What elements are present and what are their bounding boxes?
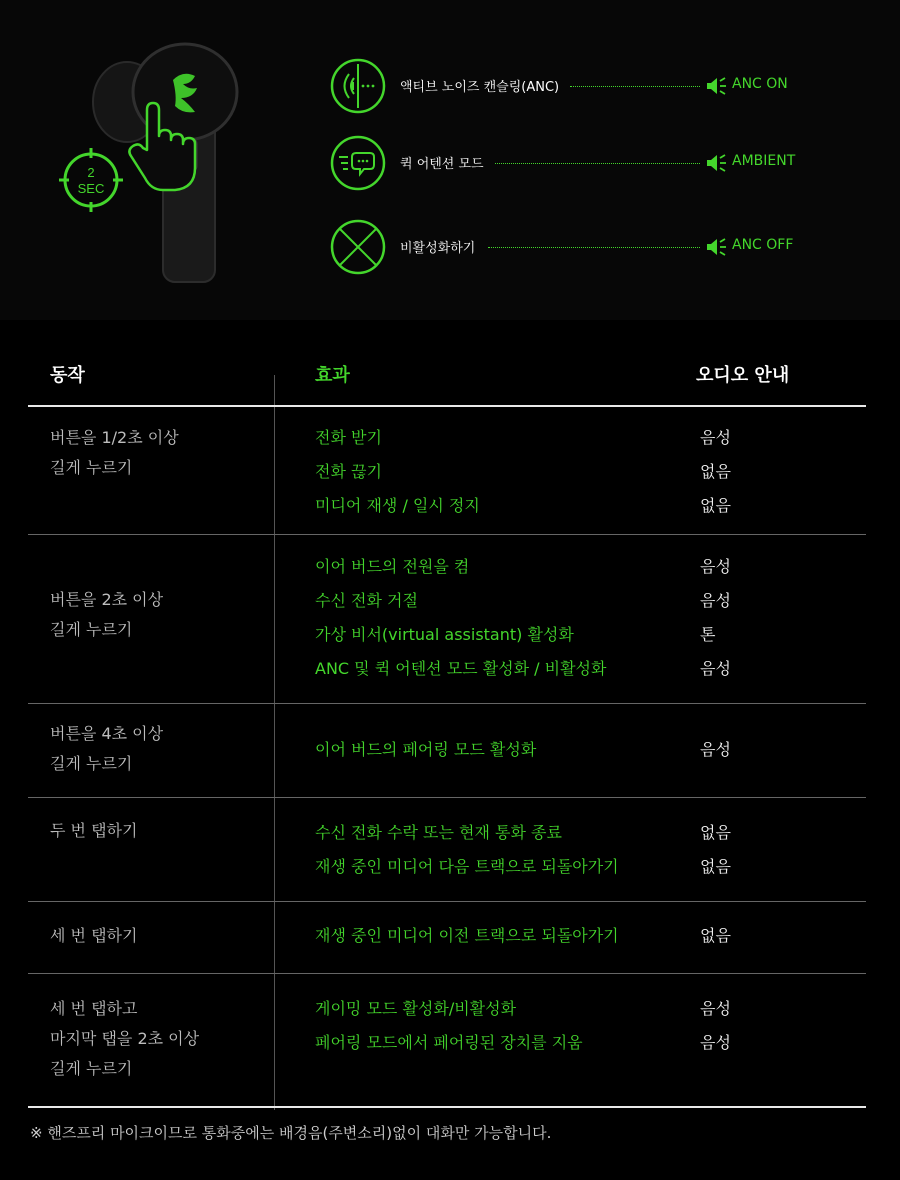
audio-item: 음성 xyxy=(700,428,731,447)
row-effects xyxy=(315,733,536,767)
row-action xyxy=(50,994,199,1084)
audio-item: 없음 xyxy=(700,496,731,515)
effect-item: 재생 중인 미디어 다음 트랙으로 되돌아가기 xyxy=(315,857,619,876)
row-effects xyxy=(315,550,606,686)
audio-item: 음성 xyxy=(700,557,731,576)
action-line: 길게 누르기 xyxy=(50,620,133,639)
effect-item: 이어 버드의 전원을 켬 xyxy=(315,557,470,576)
table-row xyxy=(28,974,866,1108)
row-audio xyxy=(700,816,731,884)
row-effects xyxy=(315,421,480,523)
dotted-connector xyxy=(570,86,700,87)
table-row xyxy=(28,704,866,798)
audio-item: 톤 xyxy=(700,625,716,644)
speaker-icon xyxy=(705,75,729,97)
row-action xyxy=(50,816,137,846)
footnote: ※ 핸즈프리 마이크이므로 통화중에는 배경음(주변소리)없이 대화만 가능합니다. xyxy=(30,1124,552,1142)
action-line: 세 번 탭하고 xyxy=(50,999,138,1018)
table-header xyxy=(28,345,866,407)
speaker-icon xyxy=(705,152,729,174)
action-line: 버튼을 4초 이상 xyxy=(50,724,164,743)
effect-item: 전화 끊기 xyxy=(315,462,382,481)
row-action xyxy=(50,921,137,951)
table-row xyxy=(28,798,866,902)
action-line: 길게 누르기 xyxy=(50,754,133,773)
x-circle-icon xyxy=(330,219,386,275)
chat-bubble-icon xyxy=(330,135,386,191)
audio-item: 없음 xyxy=(700,857,731,876)
dotted-connector xyxy=(495,163,700,164)
audio-item: 없음 xyxy=(700,926,731,945)
mode-label-ambient: 퀵 어텐션 모드 xyxy=(400,157,484,172)
mode-diagram xyxy=(0,0,900,320)
effect-item: 수신 전화 거절 xyxy=(315,591,418,610)
row-audio xyxy=(700,421,731,523)
row-audio xyxy=(700,550,731,686)
row-action xyxy=(50,719,163,779)
row-audio xyxy=(700,992,731,1060)
effect-item: 가상 비서(virtual assistant) 활성화 xyxy=(315,625,574,644)
action-line: 마지막 탭을 2초 이상 xyxy=(50,1029,200,1048)
audio-item: 없음 xyxy=(700,462,731,481)
effect-item: 전화 받기 xyxy=(315,428,382,447)
header-audio: 오디오 안내 xyxy=(696,365,790,386)
row-effects xyxy=(315,992,583,1060)
effect-item: 이어 버드의 페어링 모드 활성화 xyxy=(315,740,537,759)
row-effects xyxy=(315,919,619,953)
mode-row-anc xyxy=(330,58,830,114)
row-audio xyxy=(700,733,731,767)
mode-label-off: 비활성화하기 xyxy=(400,241,476,256)
row-effects xyxy=(315,816,619,884)
speaker-icon xyxy=(705,236,729,258)
effect-item: ANC 및 퀵 어텐션 모드 활성화 / 비활성화 xyxy=(315,659,607,678)
action-line: 버튼을 1/2초 이상 xyxy=(50,428,179,447)
mode-state-ambient: AMBIENT xyxy=(732,153,796,169)
audio-item: 음성 xyxy=(700,740,731,759)
timer-icon xyxy=(59,148,123,212)
mode-label-anc: 액티브 노이즈 캔슬링(ANC) xyxy=(400,80,560,95)
table-row xyxy=(28,535,866,704)
row-action xyxy=(50,423,179,483)
effect-item: 게이밍 모드 활성화/비활성화 xyxy=(315,999,517,1018)
effect-item: 미디어 재생 / 일시 정지 xyxy=(315,496,480,515)
timer-unit: SEC xyxy=(77,181,105,196)
timer-number: 2 xyxy=(87,165,95,180)
mode-state-anc-off: ANC OFF xyxy=(732,237,794,253)
header-effect: 효과 xyxy=(315,365,350,386)
earbud-illustration xyxy=(55,30,255,290)
audio-item: 음성 xyxy=(700,659,731,678)
anc-wave-icon xyxy=(330,58,386,114)
effect-item: 페어링 모드에서 페어링된 장치를 지움 xyxy=(315,1033,583,1052)
action-line: 두 번 탭하기 xyxy=(50,821,138,840)
audio-item: 없음 xyxy=(700,823,731,842)
effect-item: 재생 중인 미디어 이전 트랙으로 되돌아가기 xyxy=(315,926,619,945)
audio-item: 음성 xyxy=(700,591,731,610)
mode-state-anc-on: ANC ON xyxy=(732,76,788,92)
header-action: 동작 xyxy=(50,365,85,386)
table-row xyxy=(28,902,866,974)
audio-item: 음성 xyxy=(700,1033,731,1052)
row-action xyxy=(50,585,163,645)
mode-row-ambient xyxy=(330,135,830,191)
action-line: 세 번 탭하기 xyxy=(50,926,138,945)
controls-table xyxy=(28,345,866,1108)
table-row xyxy=(28,407,866,535)
mode-row-off xyxy=(330,219,830,275)
effect-item: 수신 전화 수락 또는 현재 통화 종료 xyxy=(315,823,562,842)
row-audio xyxy=(700,919,731,953)
dotted-connector xyxy=(488,247,700,248)
action-line: 길게 누르기 xyxy=(50,458,133,477)
action-line: 버튼을 2초 이상 xyxy=(50,590,164,609)
action-line: 길게 누르기 xyxy=(50,1059,133,1078)
audio-item: 음성 xyxy=(700,999,731,1018)
